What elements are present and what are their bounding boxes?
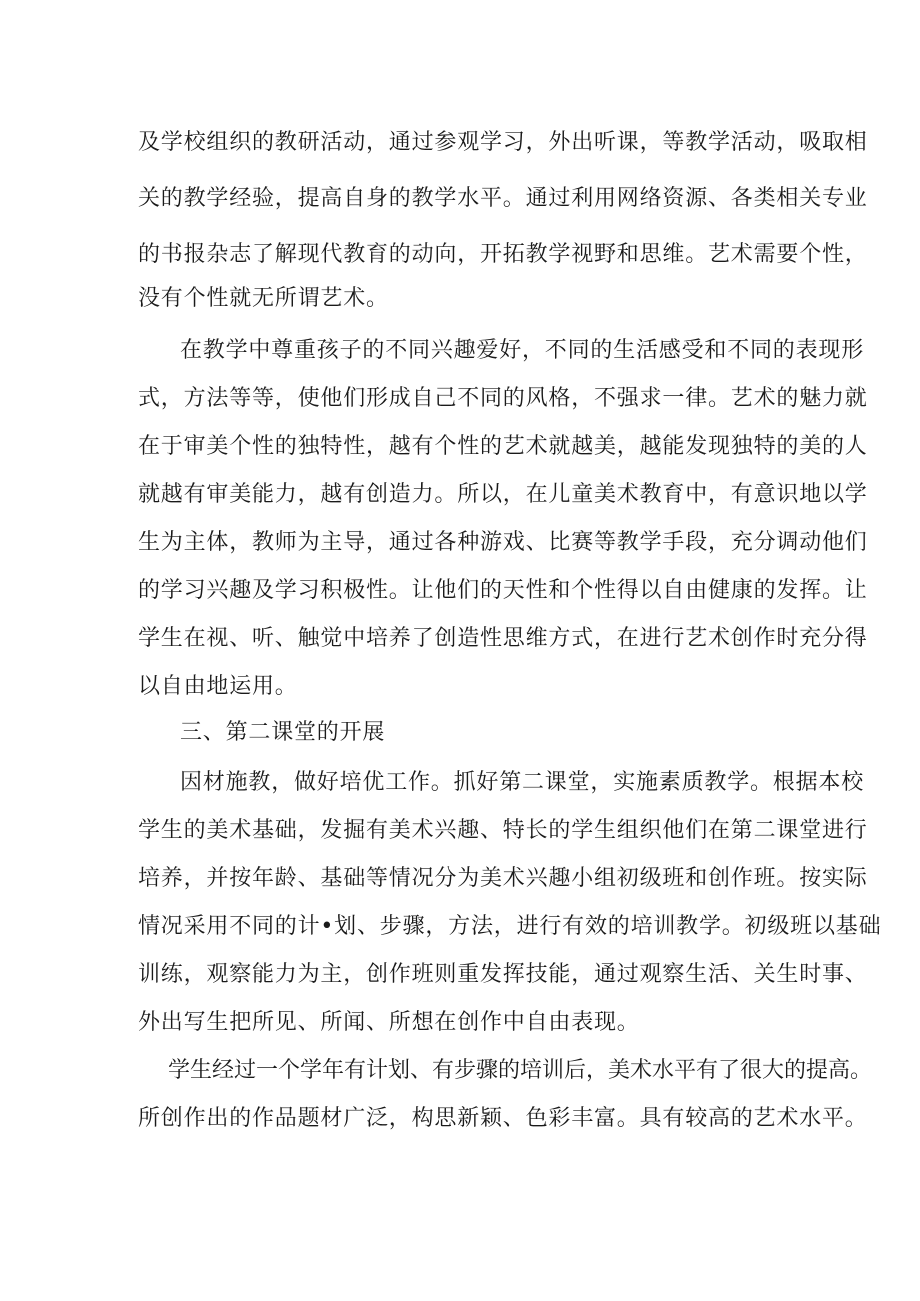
text-line: 关的教学经验，提高自身的教学水平。通过利用网络资源、各类相关专业 <box>138 186 868 211</box>
text-line: 的学习兴趣及学习积极性。让他们的天性和个性得以自由健康的发挥。让 <box>138 578 868 603</box>
text-line: 生为主体，教师为主导，通过各种游戏、比赛等教学手段，充分调动他们 <box>138 530 868 555</box>
text-line: 的书报杂志了解现代教育的动向，开拓教学视野和思维。艺术需要个性， <box>138 242 868 267</box>
paragraph-first-line: 学生经过一个学年有计划、有步骤的培训后，美术水平有了很大的提高。 <box>168 1058 873 1083</box>
text-line: 没有个性就无所谓艺术。 <box>138 286 389 311</box>
text-line: 以自由地运用。 <box>138 674 298 699</box>
text-line: 训练，观察能力为主，创作班则重发挥技能，通过观察生活、关生时事、 <box>138 962 868 987</box>
section-heading: 三、第二课堂的开展 <box>180 720 386 745</box>
text-line: 式，方法等等，使他们形成自己不同的风格，不强求一律。艺术的魅力就 <box>138 386 868 411</box>
text-line: 学生的美术基础，发掘有美术兴趣、特长的学生组织他们在第二课堂进行 <box>138 818 868 843</box>
paragraph-first-line: 在教学中尊重孩子的不同兴趣爱好，不同的生活感受和不同的表现形 <box>180 338 865 363</box>
paragraph-first-line: 因材施教，做好培优工作。抓好第二课堂，实施素质教学。根据本校 <box>180 770 865 795</box>
text-line: 所创作出的作品题材广泛，构思新颖、色彩丰富。具有较高的艺术水平。 <box>138 1106 868 1131</box>
text-line: 情况采用不同的计•划、步骤，方法，进行有效的培训教学。初级班以基础 <box>138 914 882 939</box>
text-line: 就越有审美能力，越有创造力。所以，在儿童美术教育中，有意识地以学 <box>138 482 868 507</box>
text-line: 培养，并按年龄、基础等情况分为美术兴趣小组初级班和创作班。按实际 <box>138 866 868 891</box>
text-line: 及学校组织的教研活动，通过参观学习，外出听课，等教学活动，吸取相 <box>138 130 868 155</box>
text-line: 学生在视、听、触觉中培养了创造性思维方式，在进行艺术创作时充分得 <box>138 626 868 651</box>
text-line: 在于审美个性的独特性，越有个性的艺术就越美，越能发现独特的美的人 <box>138 434 868 459</box>
text-line: 外出写生把所见、所闻、所想在创作中自由表现。 <box>138 1010 640 1035</box>
